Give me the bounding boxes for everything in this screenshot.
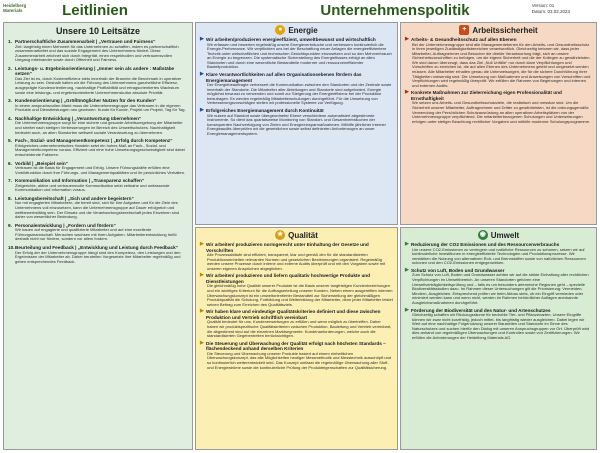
bullet-icon: ▶: [200, 339, 204, 346]
item-text: Das Ziel ist es, durch Kosteneffizienz stets innerhalb der Branche die Benchmark in operativer Leistung zu sein. Deshalb halten wir die Führung des Unternehmens ganzheitliche Effizienz, ausgeprägte Kundenorientierung, nachhaltige Profitabilität und ertragsorientiertes Wachstum sowie eine leistungs- und ergebnisorientierte Unternehmenskultur absolute Priorität.: [15, 75, 182, 95]
item-title-text: Die Steuerung und Überwachung der Qualität erfolgt nach höchsten Standards – flächendeckend anhand derselben Kriterien: [206, 340, 386, 352]
item-title-text: Klare Verantwortlichkeiten auf allen Organisationsebenen fördern das Energiemanagement: [206, 72, 362, 83]
arbeitssicherheit-list: [401, 37, 596, 124]
item-number: 7.: [8, 178, 12, 184]
arbeitssicherheit-heading: Arbeitssicherheit: [472, 25, 538, 35]
bullet-icon: ▶: [200, 36, 204, 42]
item-number: 4.: [8, 115, 12, 121]
item-number: 8.: [8, 195, 12, 201]
energie-heading: Energie: [288, 25, 318, 35]
list-item: [8, 161, 188, 176]
umwelt-header: [401, 228, 596, 242]
item-title-text: Beurteilung und Feedback | „Entwicklung und Leistung durch Feedback“: [15, 245, 179, 251]
list-item: [8, 196, 188, 220]
item-title-text: Konkrete Maßnahmen zur Zielerreichung eigen Professionalität und Ernsthaftigkeit: [411, 90, 562, 101]
item-text: Erfolgreiches unternehmerisches Handeln setzt ein hohes Maß an Fach-, Sozial- und Managementkompetenz voraus. Effizient und eine hohe Umsetzungsgeschwindigkeit sind dabei entscheidende Faktoren.: [15, 142, 185, 157]
list-item: [200, 242, 393, 271]
item-text: Um unsere CO2-Emissionen zu verringern und natürliche Ressourcen zu schonen, setzen wir auf kontinuierliche Investitionen in energieeffiziente Technologien und Produktionsprozesse. Wir verstärken die Nutzung von alternativen Roh- und Brennstoffen sowie von natürlichen Ressourcen schonen und den CO2-Emissionen entgegenwirken.: [412, 246, 586, 266]
bullet-icon: ▶: [405, 266, 409, 273]
date-line: Datum: 03.02.2023: [531, 9, 570, 14]
bullet-icon: ▶: [200, 308, 204, 315]
item-text: Zum Schutz von Luft, Boden und Grundwasser achten wir auf die strikte Einhaltung aller rechtlichen Verpflichtungen im Umweltbereich. An unseren Standorten gehören eine Umweltverträglichkeitsprüfung und – falls es um besonders artenreiche Regionen geht – spezielle Biodiversitätsstudien dazu. Im Rahmen dieser Untersuchungen gilt die Priorisierung: Vermeiden, Mindern, Ausgleichen. Entsprechend prüfen wir beim Abbau stets, ob ein Eingriff vermieden oder minimiert werden kann und wenn nicht, werden im Rahmen behördlicher Auflagen anerkannte Ausgleichsmaßnahmen durchgeführt.: [412, 272, 589, 305]
qualitaet-panel: [195, 227, 398, 450]
item-title-text: Leistungsbereitschaft | „Sich und andere begeistern“: [15, 195, 134, 201]
item-title-text: Kommunikation und Information | „Transparenz schaffen“: [15, 178, 145, 184]
list-item: [8, 39, 188, 63]
list-item: [8, 116, 188, 135]
bullet-icon: ▶: [200, 272, 204, 279]
list-item: [405, 242, 592, 266]
lightbulb-icon: ●: [275, 25, 285, 35]
version-info: [532, 3, 570, 15]
list-item: [8, 223, 188, 242]
item-text: Die gleichmäßig hohe Qualität unserer Produkte ist die Basis unserer langfristigen Kundenbeziehungen und ein wichtiges Kriterium für die Auftragserteilung unserer Kunden. Neben einem ausgereiften internen Überwachungskonzept ist ein umweltorientierter Bestandteil zur Sicherstellung der gleichmäßigen Produktqualität die Schulung, Fortbildung und Weiterbildung der Mitarbeiter, denn jeder Mitarbeiter leistet seinen Beitrag zum Erreichen des Qualitätsziels.: [207, 283, 393, 307]
bullet-icon: ▶: [405, 241, 409, 247]
energie-list: [196, 37, 397, 137]
bullet-icon: ▶: [200, 241, 204, 247]
item-text: Wir bauen auf engagierte und qualifizierte Mitarbeiter und auf eine exzellente Führungsmannschaft. Menschen wachsen mit ihren Aufgaben. Mitarbeiterentwicklung heißt deshalb nicht nur fördern, sondern vor allem fordern.: [15, 227, 177, 242]
bullet-icon: ▶: [200, 71, 204, 78]
item-text: Qualität bedeutet für uns, Kundenerwartungen zu erfüllen und wenn möglich zu übertreffen. Daher haben wir produktspezifische Qualitätskriterien zwischen Produktion, Bauleitung und Vertrieb vereinbart, die abgestimmt sind auf die einzelnen Marktsegmente. Kundenanforderungen, welche auch die standardisierten Gegebenheiten berücksichtigen.: [207, 319, 392, 339]
item-number: 9.: [8, 222, 12, 228]
item-title-text: Fach-, Sozial- und Managementkompetenz | „Erfolg durch Kompetenz“: [15, 138, 173, 144]
page-title-leitlinien: Leitlinien: [62, 2, 128, 19]
item-text: Wir setzen uns Arbeits- und Gesundheitsschutzziele, die realistisch und messbar sind. Um die Sicherheit unserer Mitarbeiter, Auftragnehmer und Dritter zu gewährleisten, ist die ordnungsgemäße Verwendung der Persönlichen Schutzausrüstung an allen operativen Arbeitsplätzen von der Unternehmensgruppe verpflichtend. Die mitarbeiterbezogenen Schulungen und Unterweisungen erfolgen unter stetiger Beachtung rechtlicher Vorgaben und mithilfe moderner Schulungsprogramme.: [412, 100, 591, 124]
item-number: 10.: [8, 245, 15, 251]
item-title-text: Erfolgreiches Energiemanagement durch Kontinuität: [206, 108, 324, 114]
umwelt-list: [401, 242, 596, 341]
item-title-text: Förderung der Biodiversität und des Natur- und Artenschutzes: [411, 307, 551, 313]
list-item: [200, 72, 393, 106]
version-line: Version: 01: [531, 3, 555, 8]
item-text: Alle Prozessabläufe sind effizient, transparent, klar und gemäß den für die standardisierten Produktionseinheiten relevanten Normen und gesetzlichen Bestimmungen organisiert. Regelmäßig werden unsere Prozesse durch interne und externe Audits überprüft und mit den Vorgaben sowie mit unseren eigenen Ansprüchen abgeglichen.: [207, 252, 386, 271]
item-title-text: Wir haben klare und eindeutige Qualitätskriterien definiert und diese zwischen Produktion und Vertrieb schriftlich vereinbart: [206, 309, 381, 320]
list-item: [8, 138, 188, 157]
list-item: [200, 273, 393, 307]
list-item: [8, 245, 188, 264]
list-item: [405, 308, 592, 341]
item-title-text: Personalentwicklung | „Fordern und fördern“: [15, 222, 116, 228]
energie-panel: [195, 22, 398, 225]
item-title-text: Partnerschaftliche Zusammenarbeit | „Vertrauen und Fairness“: [15, 39, 156, 44]
item-number: 2.: [8, 65, 12, 71]
arbeitssicherheit-header: [401, 23, 596, 37]
list-item: [405, 268, 592, 306]
leitsaetze-list: [4, 39, 192, 264]
top-bar: [0, 0, 600, 22]
globe-icon: ◉: [479, 231, 486, 238]
item-title-text: Leistungs- u. Ergebnisorientierung | „Immer sein als andere : Maßstäbe setzen“: [15, 65, 175, 77]
company-logo: Heidelberg Materials: [3, 3, 27, 13]
item-text: Der Erfolg der der Unternehmensgruppe hängt sind den Kompetenz, den Leistungen und den Ergebnissen der Mitarbeiter ab. Daher beurteilen Vorgesetzte ihre Mitarbeiter regelmäßig und geben entsprechendes Feedback.: [15, 249, 181, 264]
item-text: Bei der Unternehmensgruppe sind alle Managementebenen für den Arbeits- und Gesundheitsschutz in ihren jeweiligen Zuständigkeitsbereichen verantwortlich. Gleichzeitig betonen wir, dass jeder Mitarbeiter, Auftragnehmer und Besucher die direkte Verantwortung trägt, sich an unsere Sicherheitsvorschriften zu befolgen, um die eigene Sicherheit und die der Kollegen zu gewährleisten. Wir sind davon überzeugt, dass das Ziel „Null Unfälle“ nur durch klare Verpflichtungen und Vorschriften zu erreichen ist, die auf allen Ebenen des Unternehmens gelebt und umgesetzt werden müssen. Alle Mitarbeiter erhalten genau die Unterweisungen, die für die sichere Durchführung ihrer Tätigkeiten notwendig sind. Die Umsetzung von Maßnahmen und Anweisungen von Vorschriften und Verpflichtungen wird regelmäßig überprüft. Wir erfüllen die Rahmen von Begehungen und internen und externen Audits.: [412, 41, 591, 88]
item-text: Wir erfassen und bewerten regelmäßig unsere Energieverbräuche und verbessern kontinuierlich die Energie-Performance. Wir verpflichten uns bei der Beschaffung neuer Anlagen die energieeffizientere Technik unter wirtschaftlichen und technischen Gesichtspunkten einzusetzen und so den Mehrverbrauch an Energie zu begrenzen. Die systematische Sicherstellung des Energieflusses erfolgt an allen Standorten und durch eine wesentliche Bestandteile moderner und ressourceneffizienter Bauteilproduktion.: [207, 41, 392, 70]
arbeitssicherheit-panel: [400, 22, 597, 225]
list-item: [200, 37, 393, 70]
item-text: Zielgerichte, aktive und vertrauensvolle Kommunikation setzt zeitnahe und umfassende Kommunikation und Information voraus.: [15, 182, 170, 193]
qualitaet-list: [196, 242, 397, 370]
list-item: [8, 66, 188, 95]
item-text: Gleichzeitig schaffen wir Rückzugsräume für bedrohte Tier- und Pflanzenarten. Unsere Eingriffe können wir zwar nicht kurzfristig, jedoch mittel- bis langfristig wieder ausgleichen. Dabei legen wir Wert auf eine nachhaltige Folgenutzung unserer Baustellen und Standorte im Sinne des Naturschutzes und suchen hierfür den Dialog mit unseren Anspruchsgruppen vor Ort. Überprüft wird dies anhand von regelmäßigen Überwachungen und Kontrollen sowie von Zertifizierungen. Wir erfüllen die Anforderungen der Heidelberg Materials AG.: [412, 312, 590, 340]
item-title-text: Wir arbeiten/ produzieren und liefern qualitativ hochwertige Produkte und Dienstleistungen: [206, 273, 371, 284]
list-item: [8, 98, 188, 113]
item-number: 5.: [8, 138, 12, 144]
energie-header: [196, 23, 397, 37]
item-number: 6.: [8, 160, 12, 166]
list-item: [405, 37, 592, 88]
list-item: [200, 108, 393, 136]
leitsaetze-heading: Unsere 10 Leitsätze: [55, 26, 141, 36]
page-title-unternehmenspolitik: Unternehmenspolitik: [320, 2, 470, 19]
item-title-text: Wir arbeiten/produzieren energieeffizient, umweltbewusst und wirtschaftlich: [206, 37, 376, 42]
item-title-text: Vorbild | „Beispiel sein“: [15, 160, 69, 166]
item-title-text: Nachhaltige Entwicklung | „Verantwortung übernehmen“: [15, 115, 142, 121]
shield-icon: +: [459, 25, 469, 35]
item-title-text: Arbeits- & Gesundheitsschutz auf allen Ebenen: [411, 37, 517, 42]
umwelt-heading: Umwelt: [490, 230, 520, 240]
item-title-text: Schutz von Luft, Boden und Grundwasser: [411, 267, 505, 273]
item-text: Nur mit engagierten Mitarbeitern, die bereit sind, sich für ihre Aufgaben und für die Ziele des Unternehmens voll einzusetzen, kann die Unternehmensgruppe auf Dauer erfolgreich und wettbewerbsfähig sein. Der Einsatz und die Verantwortungsbereitschaft jedes Einzelnen sind daher von wesentlicher Bedeutung.: [15, 200, 180, 220]
qualitaet-heading: Qualität: [288, 230, 318, 240]
item-text: Vertrauen ist die Basis für Engagement und Erfolg. Unsere Führungskräfte erfüllen eine Vorbildfunktion durch ihre Führungs- und Managementqualitäten und ihr persönliches Verhalten.: [15, 165, 186, 175]
item-title-text: Kundenorientierung | „Größtmöglicher Nutzen für den Kunden“: [15, 98, 157, 104]
item-text: Wir nutzen auf Standort sowie übergeordneter Ebene verschiedene automatisiert abgestimmte Instrumente. So dient das quartalsweise Monitoring von Standort- und Gesamtverbräuchen der konsequenten Nachverfolgung von Zielen und Energieeinsparmaßnahmen. Mithilfe jährlicher interner Energieaudits überprüfen wir die gesetzlichen sowie selbst definierten Anforderungen an unser Energiemanagementsystem.: [207, 112, 386, 136]
item-text: In einem anspruchsvollen Markt muss die Unternehmensgruppe das Vertrauen in die eigenen Produkte und Dienstleistungen neu gewinnen. Kunde für Kunde, Projekt um Projekt, Tag für Tag.: [15, 102, 186, 113]
medal-icon: ★: [276, 231, 284, 238]
umwelt-panel: [400, 227, 597, 450]
list-item: [8, 178, 188, 193]
list-item: [200, 341, 393, 370]
list-item: [200, 309, 393, 338]
bullet-icon: ▶: [405, 89, 409, 96]
item-text: Der Energiebeauftragte verbessert die Kommunikation zwischen den Standorten und der Zentrale sowie innerhalb der Standorte. Die Mitarbeiter aller Abteilungen und Standorte sind aufgefordert, Energie möglichst bewusst zu verwenden und somit zur Steigerung der Energieeffizienz bei der Produktion beizutragen. Es werden regelmäßig Mitarbeiterschulungen durchgeführt. Für die Umsetzung von Verbesserungsvorschlägen stellen wir professionelle Systeme zur Verfügung.: [207, 82, 392, 106]
item-text: Die Steuerung und Überwachung unserer Produkte basiert auf einem einheitlichen Überwachungskonzept, das alle Möglichkeiten heutiger Messmethodik und Messtechnik ausschöpft und so kontinuierlich weiterentwickelt wird. Das Konzept umfasst die regelmäßige Überwachung aller Stoff- und Energieströme sowie die kontinuierliche Prüfung der Produkteigenschaften zur Qualitätsicherung.: [207, 350, 392, 370]
item-number: 1.: [8, 39, 12, 44]
item-text: Die Unternehmensgruppe sorgt für eine sichere und gesunde Arbeitsumgebung der Mitarbeiter und streitet nach stetigen Verbesserungen im Bereich des Umweltschutzes. Nachhaltigkeit bedeutet auch, an allen Standorten weltweit soziale Verantwortung zu übernehmen.: [15, 120, 183, 135]
item-number: 3.: [8, 98, 12, 104]
bullet-icon: ▶: [200, 107, 204, 114]
leitsaetze-panel: [3, 22, 193, 450]
bullet-icon: ▶: [405, 306, 409, 313]
bullet-icon: ▶: [405, 36, 409, 42]
list-item: [405, 90, 592, 124]
item-title-text: Reduzierung der CO2 Emissionen und des Ressourcenverbrauchs: [411, 242, 560, 247]
item-title-text: Wir arbeiten/ produzieren normgerecht unter Einhaltung der Gesetze und Vorschriften: [206, 242, 369, 253]
item-text: Ziel: langfristig einen Mehrwert für das Unternehmen zu schaffen, indem es partnerschaftlich zusammenarbeitet und das soziale Engagement des Unternehmens fördert. Diese Zusammenarbeit zeichnet sich durch Integrität, einen respektvollen und vertrauensvollen Umgang miteinander sowie durch Offenheit und Fairness.: [15, 43, 179, 63]
qualitaet-header: [196, 228, 397, 242]
